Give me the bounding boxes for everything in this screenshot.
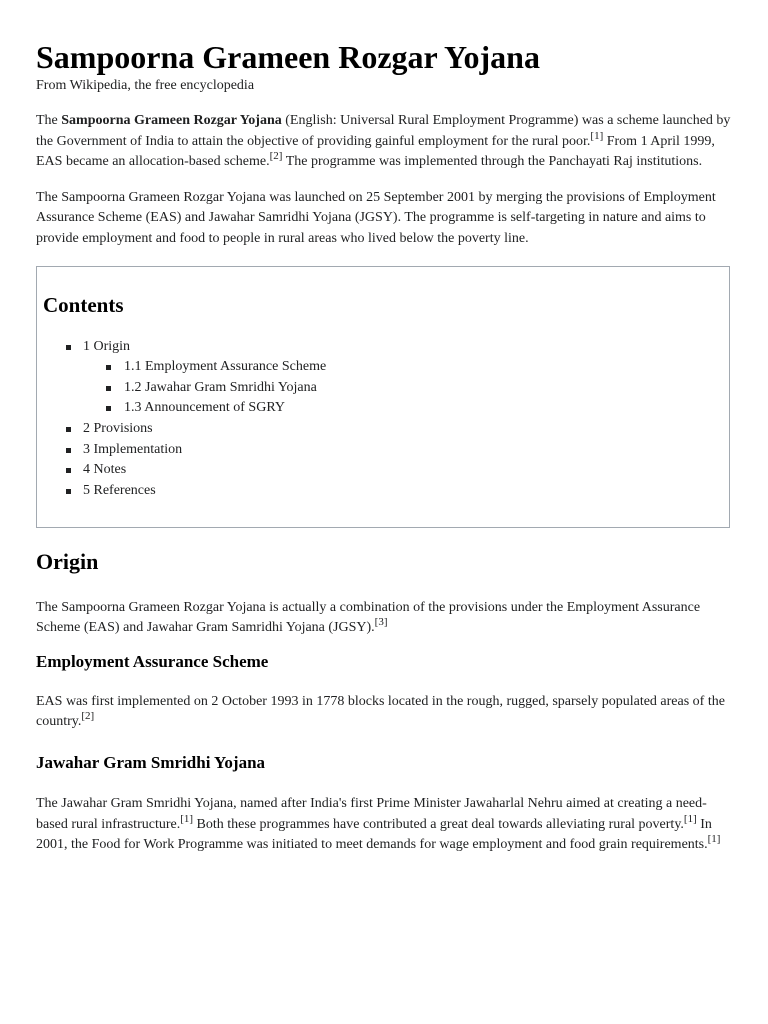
table-of-contents: [36, 266, 730, 528]
subsection-heading-jgsy: Jawahar Gram Smridhi Yojana: [36, 752, 266, 772]
toc-item-label[interactable]: 1.1 Employment Assurance Scheme: [124, 359, 327, 375]
toc-item-implementation[interactable]: [43, 440, 723, 461]
section-heading-origin: Origin: [36, 548, 99, 574]
jgsy-text-2: Both these programmes have contributed a great deal towards alleviating rural poverty.: [193, 816, 684, 832]
toc-item-label[interactable]: 2 Provisions: [83, 420, 153, 436]
toc-list: [43, 337, 723, 502]
toc-item-announcement-of-sgry[interactable]: [83, 398, 723, 419]
citation-link[interactable]: [1]: [180, 812, 194, 825]
toc-item-label[interactable]: 5 References: [83, 482, 156, 498]
toc-item-employment-assurance-scheme[interactable]: [83, 357, 723, 378]
toc-item-origin[interactable]: [43, 337, 723, 419]
intro1-text-2: (English: Universal Rural Employment Programme) was a scheme launched by the Government of India to attain the objective of providing gainful employment for the rural poor.: [36, 113, 731, 149]
toc-item-label[interactable]: 3 Implementation: [83, 441, 183, 457]
page-subtitle: From Wikipedia, the free encyclopedia: [36, 78, 255, 93]
bullet-icon: [66, 345, 71, 350]
toc-sublist: [83, 357, 723, 419]
bullet-icon: [106, 365, 111, 370]
intro1-text-3: From 1 April 1999, EAS became an allocation-based scheme.: [36, 133, 715, 170]
origin-paragraph: [36, 598, 732, 639]
eas-paragraph: [36, 692, 732, 733]
intro-paragraph-1: [36, 111, 732, 173]
bullet-icon: [106, 406, 111, 411]
jgsy-text-1: The Jawahar Gram Smridhi Yojana, named after India's first Prime Minister Jawaharlal Nehru aimed at creating a need-based rural infrastructure.: [36, 795, 707, 832]
citation-link[interactable]: [2]: [81, 710, 95, 723]
intro-paragraph-2: The Sampoorna Grameen Rozgar Yojana was launched on 25 September 2001 by merging the provisions of Employment Assurance Scheme (EAS) and Jawahar Samridhi Yojana (JGSY). The programme is self-targeting in nature and aims to provide employment and food to people in rural areas who lived below the poverty line.: [36, 189, 716, 246]
toc-item-label[interactable]: 1.3 Announcement of SGRY: [124, 400, 285, 416]
toc-item-label[interactable]: 1.2 Jawahar Gram Smridhi Yojana: [124, 379, 317, 395]
toc-item-label[interactable]: 1 Origin: [83, 338, 131, 354]
bullet-icon: [66, 448, 71, 453]
jgsy-paragraph: [36, 794, 732, 856]
eas-text: EAS was first implemented on 2 October 1993 in 1778 blocks located in the rough, rugged, sparsely populated areas of the country.: [36, 693, 725, 730]
subsection-heading-eas: Employment Assurance Scheme: [36, 651, 269, 671]
citation-link[interactable]: [1]: [707, 833, 721, 846]
toc-item-references[interactable]: [43, 481, 723, 502]
bullet-icon: [66, 468, 71, 473]
jgsy-text-3: In 2001, the Food for Work Programme was initiated to meet demands for wage employment and food grain requirements.: [36, 816, 712, 853]
citation-link[interactable]: [1]: [683, 812, 697, 825]
bullet-icon: [66, 427, 71, 432]
citation-link[interactable]: [1]: [590, 129, 604, 142]
bullet-icon: [66, 489, 71, 494]
intro1-text-4: The programme was implemented through the Panchayati Raj institutions.: [282, 154, 703, 170]
toc-item-jawahar-gram-smridhi-yojana[interactable]: [83, 378, 723, 399]
citation-link[interactable]: [2]: [269, 150, 283, 163]
intro1-bold-title: Sampoorna Grameen Rozgar Yojana: [61, 113, 282, 128]
toc-item-label[interactable]: 4 Notes: [83, 462, 127, 478]
toc-item-notes[interactable]: [43, 460, 723, 481]
page-title: Sampoorna Grameen Rozgar Yojana: [36, 39, 540, 75]
toc-item-provisions[interactable]: [43, 419, 723, 440]
toc-heading: Contents: [43, 292, 124, 317]
intro1-text-1: The: [36, 113, 62, 128]
origin-text: The Sampoorna Grameen Rozgar Yojana is actually a combination of the provisions under the Employment Assurance Scheme (EAS) and Jawahar Gram Samridhi Yojana (JGSY).: [36, 599, 701, 636]
bullet-icon: [106, 386, 111, 391]
citation-link[interactable]: [3]: [374, 616, 388, 629]
